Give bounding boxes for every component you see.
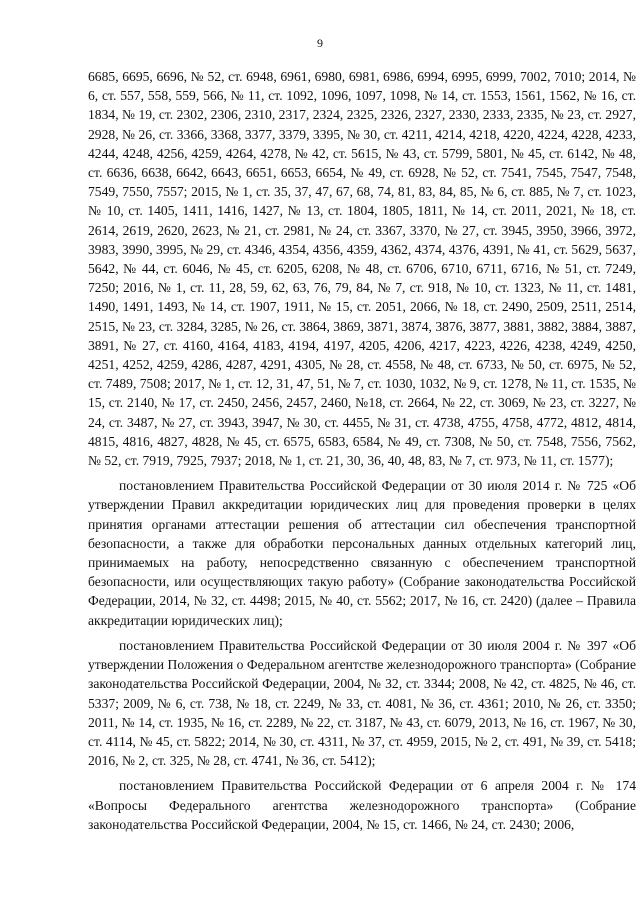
page-number: 9 <box>317 36 323 50</box>
paragraph-resolution-397: постановлением Правительства Российской Федерации от 30 июля 2004 г. № 397 «Об утверждении Положения о Федеральном агентстве железнодорожного транспорта» (Собрание законодательства Российской Федерации, 2004, № 32, ст. 3344; 2008, № 42, ст. 4825, № 46, ст. 5337; 2009, № 6, ст. 738, № 18, ст. 2249, № 33, ст. 4081, № 36, ст. 4361; 2010, № 26, ст. 3350; 2011, № 14, ст. 1935, № 16, ст. 2289, № 22, ст. 3187, № 43, ст. 6079, 2013, № 16, ст. 1967, № 30, ст. 4114, № 45, ст. 5822; 2014, № 30, ст. 4311, № 37, ст. 4959, 2015, № 2, ст. 491, № 39, ст. 5418; 2016, № 2, ст. 325, № 28, ст. 4741, № 36, ст. 5412); <box>88 637 636 769</box>
paragraph-resolution-725: постановлением Правительства Российской Федерации от 30 июля 2014 г. № 725 «Об утверждении Правил аккредитации юридических лиц для проведения проверки в целях принятия органами аттестации решения об аттестации сил обеспечения транспортной безопасности, а также для обработки персональных данных отдельных категорий лиц, принимаемых на работу, непосредственно связанную с обеспечением транспортной безопасности, или осуществляющих такую работу» (Собрание законодательства Российской Федерации, 2014, № 32, ст. 4498; 2015, № 40, ст. 5562; 2017, № 16, ст. 2420) (далее – Правила аккредитации юридических лиц); <box>88 478 636 628</box>
document-body <box>88 67 636 834</box>
citation-list-continued: 6685, 6695, 6696, № 52, ст. 6948, 6961, 6980, 6981, 6986, 6994, 6995, 6999, 7002, 7010; 2014, № 6, ст. 557, 558, 559, 566, № 11, ст. 1092, 1096, 1097, 1098, № 14, ст. 1553, 1561, 1562, № 16, ст. 1834, № 19, ст. 2302, 2306, 2310, 2317, 2324, 2325, 2326, 2327, 2330, 2333, 2335, № 23, ст. 2927, 2928, № 26, ст. 3366, 3368, 3377, 3379, 3395, № 30, ст. 4211, 4214, 4218, 4220, 4224, 4228, 4233, 4244, 4248, 4256, 4259, 4264, 4278, № 42, ст. 5615, № 43, ст. 5799, 5801, № 45, ст. 6142, № 48, ст. 6636, 6638, 6642, 6643, 6651, 6653, 6654, № 49, ст. 6928, № 52, ст. 7541, 7545, 7547, 7548, 7549, 7550, 7557; 2015, № 1, ст. 35, 37, 47, 67, 68, 74, 81, 83, 84, 85, № 6, ст. 885, № 7, ст. 1023, № 10, ст. 1405, 1411, 1416, 1427, № 13, ст. 1804, 1805, 1811, № 14, ст. 2011, 2021, № 18, ст. 2614, 2619, 2620, 2623, № 21, ст. 2981, № 24, ст. 3367, 3370, № 27, ст. 3945, 3950, 3966, 3972, 3983, 3990, 3995, № 29, ст. 4346, 4354, 4356, 4359, 4362, 4374, 4376, 4391, № 41, ст. 5629, 5637, 5642, № 44, ст. 6046, № 45, ст. 6205, 6208, № 48, ст. 6706, 6710, 6711, 6716, № 51, ст. 7249, 7250; 2016, № 1, ст. 11, 28, 59, 62, 63, 76, 79, 84, № 7, ст. 918, № 10, ст. 1323, № 11, ст. 1481, 1490, 1491, 1493, № 14, ст. 1907, 1911, № 15, ст. 2051, 2066, № 18, ст. 2490, 2509, 2511, 2514, 2515, № 23, ст. 3284, 3285, № 26, ст. 3864, 3869, 3871, 3874, 3876, 3877, 3881, 3882, 3884, 3887, 3891, № 27, ст. 4160, 4164, 4183, 4194, 4197, 4205, 4206, 4217, 4223, 4226, 4238, 4249, 4250, 4251, 4252, 4259, 4286, 4287, 4291, 4305, № 28, ст. 4558, № 48, ст. 6733, № 50, ст. 6975, № 52, ст. 7489, 7508; 2017, № 1, ст. 12, 31, 47, 51, № 7, ст. 1030, 1032, № 9, ст. 1278, № 11, ст. 1535, № 15, ст. 2140, № 17, ст. 2450, 2456, 2457, 2460, №18, ст. 2664, № 22, ст. 3069, № 23, ст. 3227, № 24, ст. 3487, № 27, ст. 3943, 3947, № 30, ст. 4455, № 31, ст. 4738, 4755, 4758, 4772, 4812, 4814, 4815, 4816, 4827, 4828, № 45, ст. 6575, 6583, 6584, № 49, ст. 7308, № 50, ст. 7548, 7556, 7562, № 52, ст. 7919, 7925, 7937; 2018, № 1, ст. 21, 30, 36, 40, 48, 83, № 7, ст. 973, № 11, ст. 1577); <box>88 69 636 469</box>
paragraph-resolution-174: постановлением Правительства Российской Федерации от 6 апреля 2004 г. № 174 «Вопросы Федерального агентства железнодорожного транспорта» (Собрание законодательства Российской Федерации, 2004, № 15, ст. 1466, № 24, ст. 2430; 2006, <box>88 778 636 832</box>
